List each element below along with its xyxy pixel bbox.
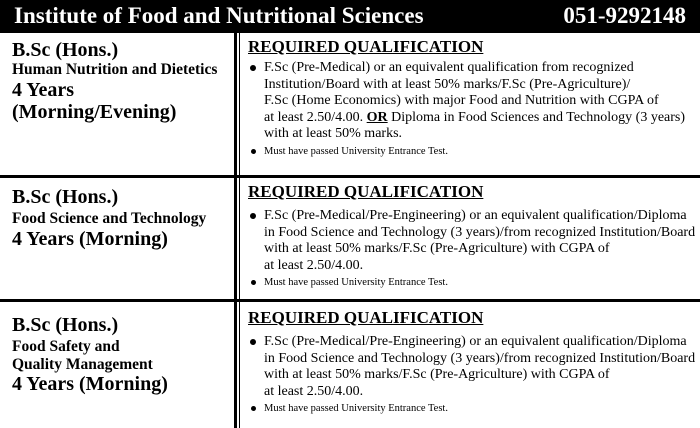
bullet-icon [251,280,256,285]
required-qualification-heading: REQUIRED QUALIFICATION [248,308,484,327]
requirement-line: F.Sc (Pre-Medical) or an equivalent qualification from recognized [264,60,634,75]
requirement-line: with at least 50% marks/F.Sc (Pre-Agriculture) with CGPA of [264,367,610,383]
entrance-test-note: Must have passed University Entrance Test. [248,277,696,288]
bullet-icon [250,339,256,345]
bullet-icon [250,213,256,219]
requirement-line: F.Sc (Pre-Medical/Pre-Engineering) or an equivalent qualification/Diploma [264,208,687,223]
requirement-line: F.Sc (Pre-Medical/Pre-Engineering) or an equivalent qualification/Diploma [264,334,687,349]
requirement-line: at least 2.50/4.00. OR Diploma in Food Sciences and Technology (3 years) [264,109,686,125]
requirements [248,308,696,414]
requirement-line: with at least 50% marks. [264,126,403,142]
major-title: Food Science and Technology [12,210,207,228]
duration-shift: (Morning/Evening) [12,101,177,124]
program-info [12,186,232,250]
requirement-line: in Food Science and Technology (3 years)/from recognized Institution/Board [264,350,696,366]
duration-years: 4 Years [12,78,75,101]
requirement-line: Institution/Board with at least 50% marks/F.Sc (Pre-Agriculture)/ [264,76,631,92]
requirement-item [248,334,696,400]
program-info [12,314,232,396]
program-section-food-safety [0,300,700,428]
phone-number: 051-9292148 [563,3,686,28]
entrance-test-note: Must have passed University Entrance Test. [248,146,696,157]
requirement-line: with at least 50% marks/F.Sc (Pre-Agriculture) with CGPA of [264,241,610,257]
program-section-nutrition [0,33,700,176]
major-title: Human Nutrition and Dietetics [12,61,218,79]
program-section-food-science [0,176,700,300]
requirement-line: at least 2.50/4.00. [264,383,364,399]
requirement-line: in Food Science and Technology (3 years)/from recognized Institution/Board [264,224,696,240]
requirement-item [248,208,696,274]
duration: 4 Years (Morning) [12,373,168,396]
bullet-icon [251,149,256,154]
requirement-line: at least 2.50/4.00. [264,257,364,273]
institute-title: Institute of Food and Nutritional Sciences [14,3,424,28]
degree-title: B.Sc (Hons.) [12,39,119,61]
entrance-test-note: Must have passed University Entrance Test. [248,403,696,414]
required-qualification-heading: REQUIRED QUALIFICATION [248,37,484,56]
required-qualification-heading: REQUIRED QUALIFICATION [248,182,484,201]
requirement-line: F.Sc (Home Economics) with major Food and Nutrition with CGPA of [264,93,659,109]
duration: 4 Years (Morning) [12,227,168,250]
bullet-icon [251,406,256,411]
requirements [248,37,696,157]
degree-title: B.Sc (Hons.) [12,314,119,336]
major-title: Food Safety and [12,338,120,356]
requirement-item [248,60,696,143]
page-header [0,0,700,33]
requirements [248,182,696,288]
or-keyword: OR [366,109,388,125]
degree-title: B.Sc (Hons.) [12,186,119,208]
major-title: Quality Management [12,355,153,373]
bullet-icon [250,65,256,71]
program-info [12,39,232,124]
